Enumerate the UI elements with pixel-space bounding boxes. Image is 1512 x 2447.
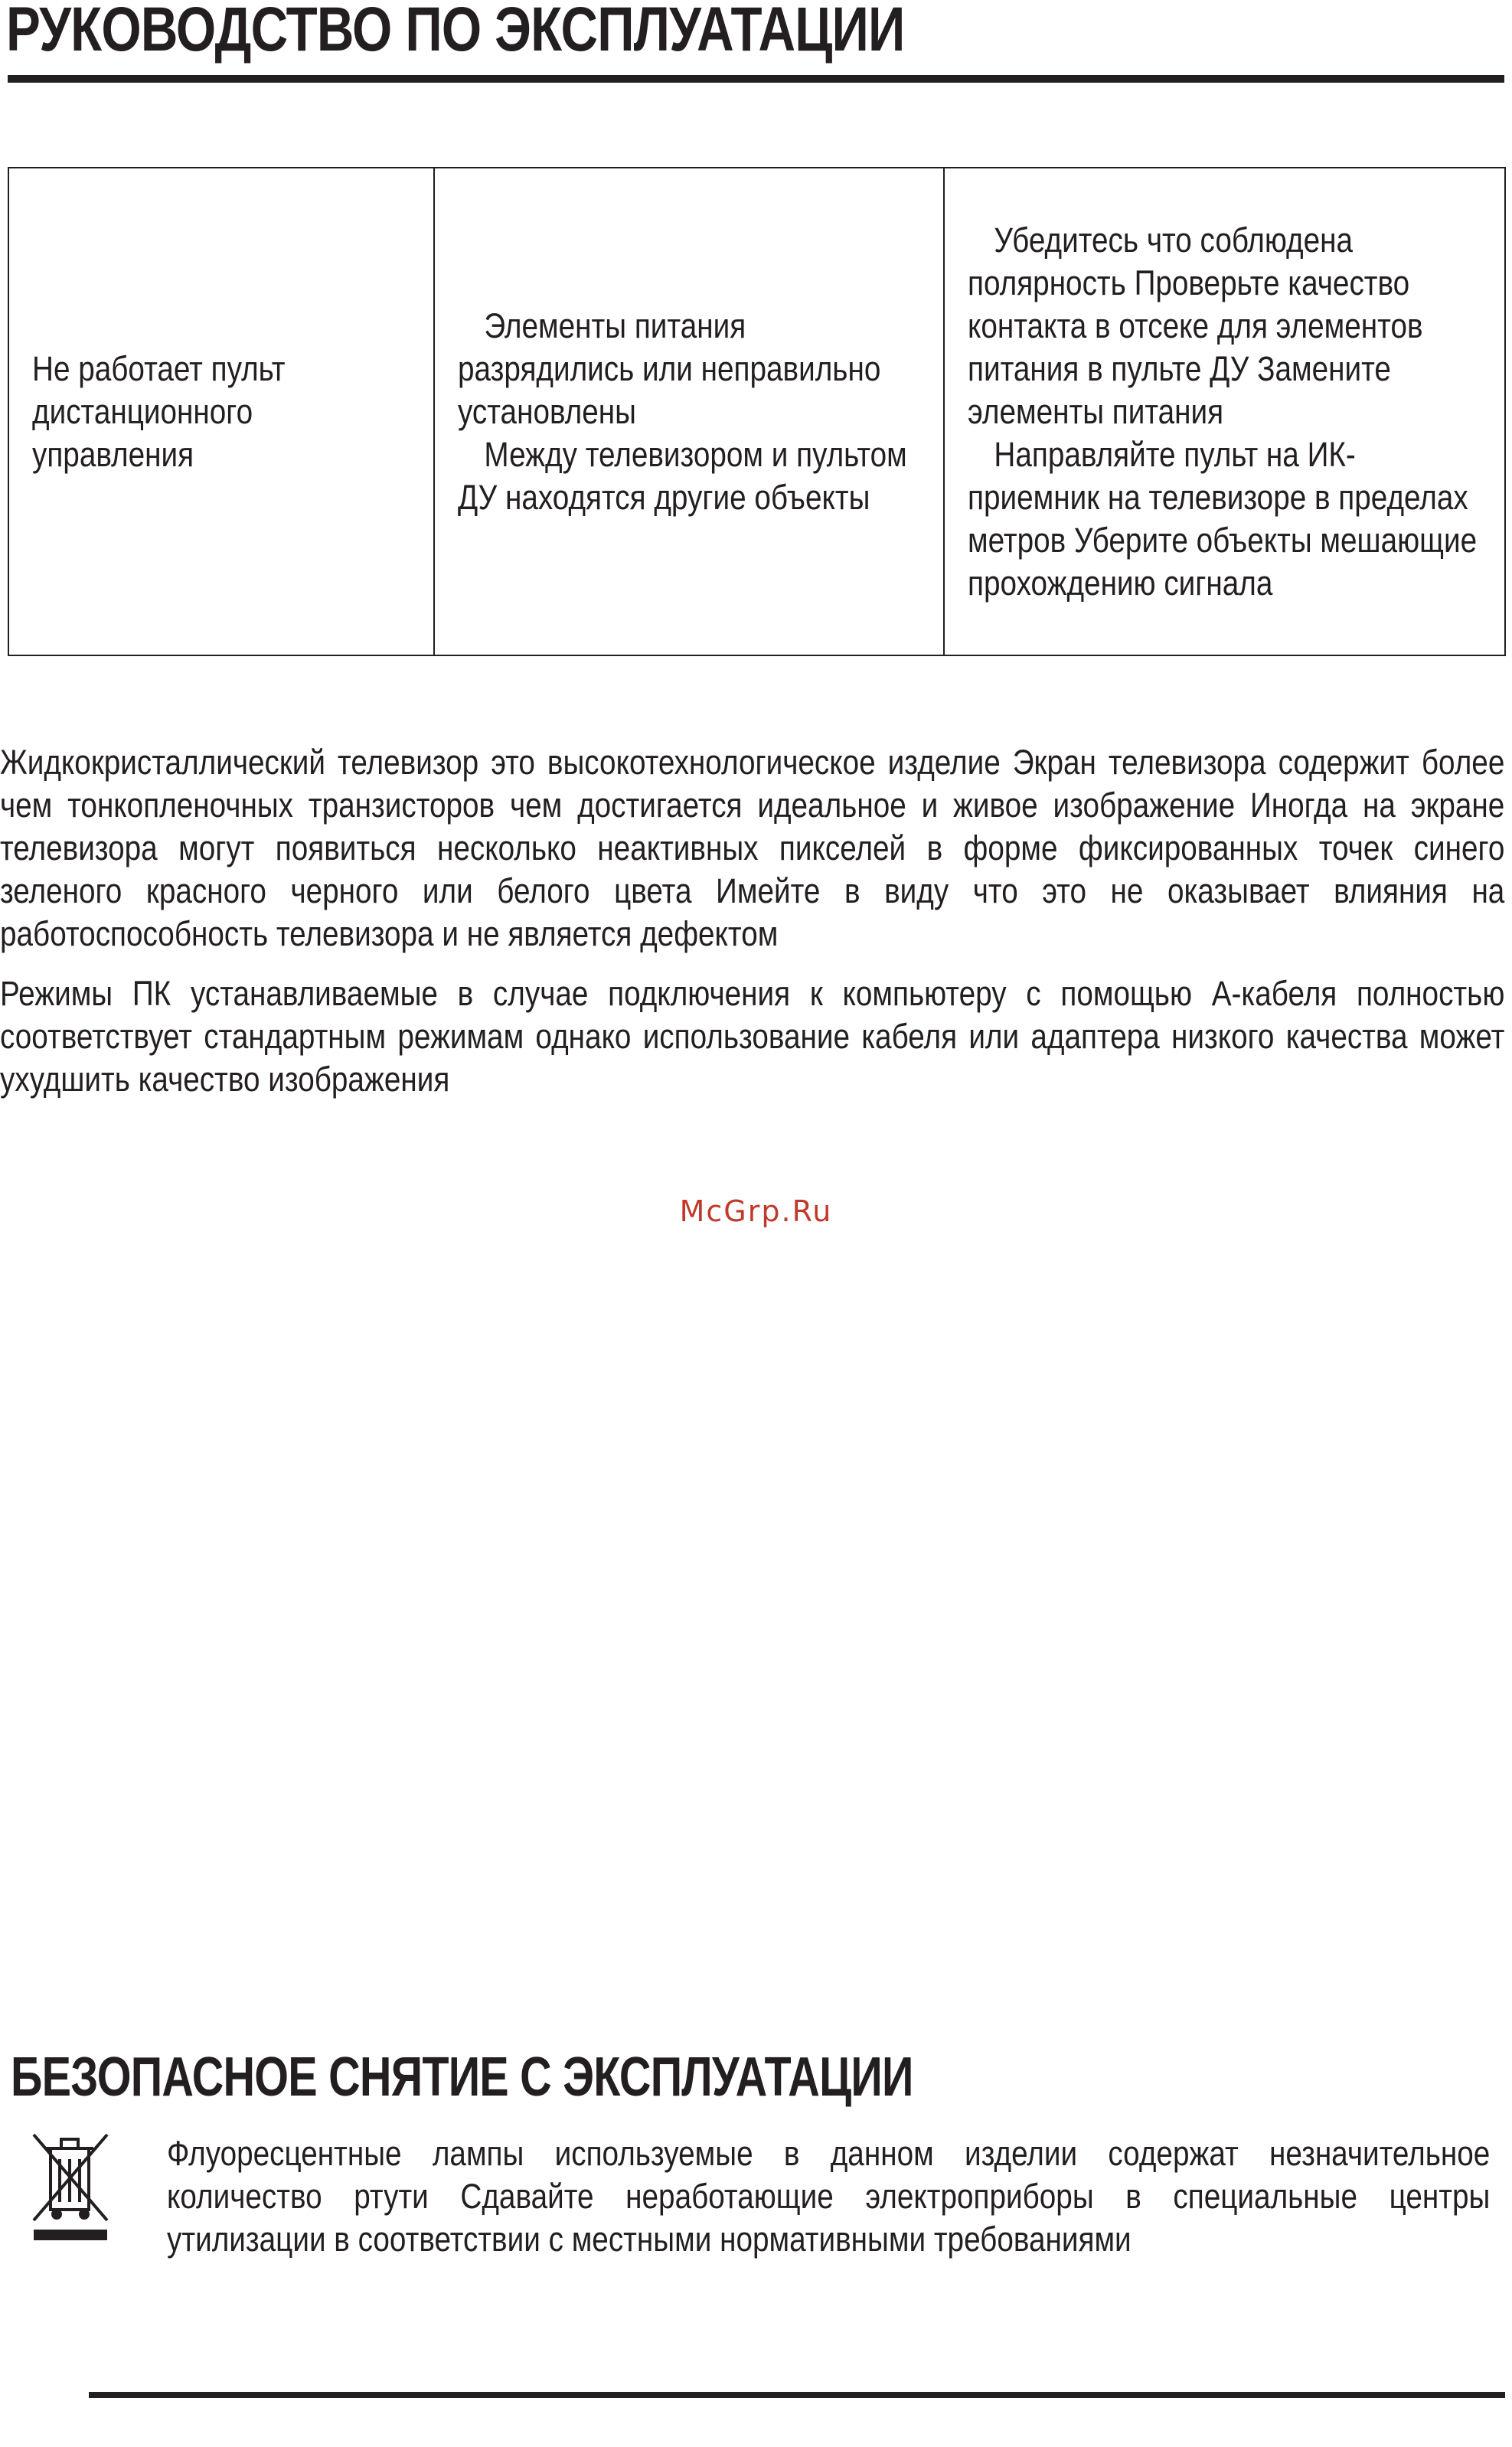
disposal-note-text: Флуоресцентные лампы используемые в данном изделии содержат незначительное количество ртути Сдавайте неработающие электроприборы в специальные центры утилизации в соответствии с местными нормативными требованиями bbox=[167, 2134, 1491, 2259]
disposal-note bbox=[167, 2132, 1499, 2261]
watermark: McGrp.Ru bbox=[679, 1194, 833, 1228]
title-divider bbox=[8, 75, 1504, 83]
footer-divider bbox=[89, 2392, 1505, 2398]
solution-text-1: Убедитесь что соблюдена полярность Проверьте качество контакта в отсеке для элементов питания в пульте ДУ Замените элементы питания bbox=[968, 220, 1423, 431]
lcd-pixel-note bbox=[0, 741, 1504, 956]
cause-text-2: Между телевизором и пультом ДУ находятся другие объекты bbox=[458, 434, 907, 517]
disposal-section-title: БЕЗОПАСНОЕ СНЯТИЕ С ЭКСПЛУАТАЦИИ bbox=[11, 2047, 913, 2108]
page-title: РУКОВОДСТВО ПО ЭКСПЛУАТАЦИИ bbox=[6, 0, 905, 64]
problem-text: Не работает пульт дистанционного управления bbox=[32, 348, 286, 474]
pc-mode-note bbox=[0, 972, 1504, 1101]
troubleshooting-table bbox=[8, 167, 1506, 656]
cause-cell bbox=[434, 168, 944, 655]
problem-cell bbox=[8, 168, 434, 655]
pc-mode-note-text: Режимы ПК устанавливаемые в случае подключения к компьютеру с помощью A-кабеля полностью соответствует стандартным режимам однако использование кабеля или адаптера низкого качества может ухудшить качество изображения bbox=[0, 974, 1505, 1099]
solution-cell bbox=[944, 168, 1505, 655]
crossed-out-wheelie-bin-icon bbox=[28, 2128, 113, 2243]
solution-text-2: Направляйте пульт на ИК-приемник на телевизоре в пределах метров Уберите объекты мешающие прохождению сигнала bbox=[968, 434, 1478, 603]
cause-text-1: Элементы питания разрядились или неправильно установлены bbox=[458, 305, 881, 431]
table-row bbox=[8, 168, 1505, 655]
lcd-pixel-note-text: Жидкокристаллический телевизор это высокотехнологическое изделие Экран телевизора содержит более чем тонкопленочных транзисторов чем достигается идеальное и живое изображение Иногда на экране телевизора могут появиться несколько неактивных пикселей в форме фиксированных точек синего зеленого красного черного или белого цвета Имейте в виду что это не оказывает влияния на работоспособность телевизора и не является дефектом bbox=[0, 743, 1505, 953]
